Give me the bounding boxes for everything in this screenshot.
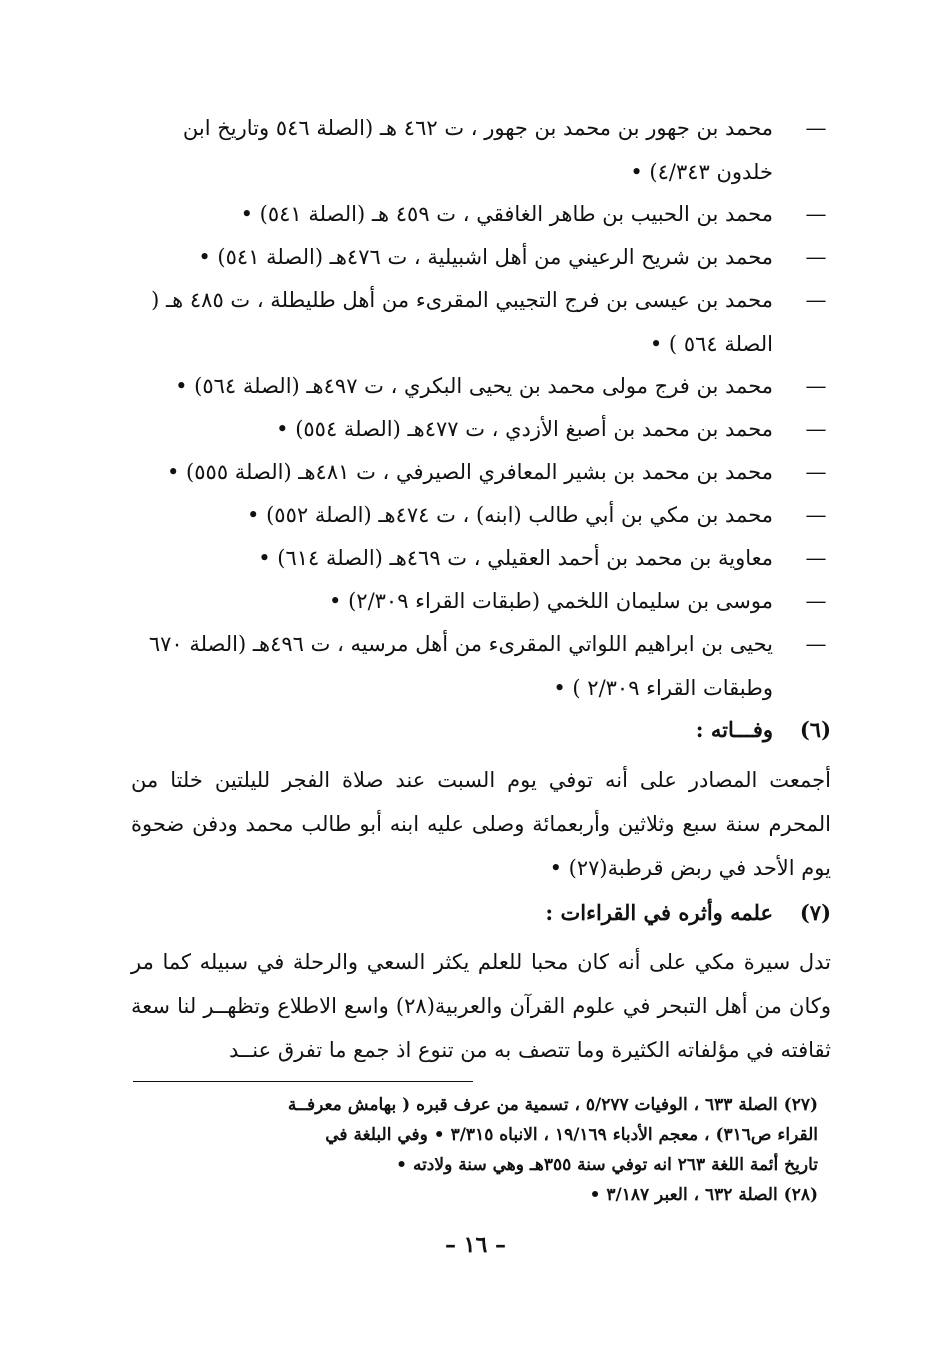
entry-text: محمد بن الحبيب بن طاهر الغافقي ، ت ٤٥٩ هـ (الصلة ٥٤١) •: [240, 202, 773, 226]
entry-text: محمد بن محمد بن أصبغ الأزدي ، ت ٤٧٧هـ (الصلة ٥٥٤) •: [276, 417, 773, 441]
list-item: [121, 278, 831, 366]
entry-text: محمد بن جهور بن محمد بن جهور ، ت ٤٦٢ هـ (الصلة ٥٤٦ وتاريخ ابن خلدون ٤/٣٤٣) •: [182, 116, 773, 184]
section-paragraph: تدل سيرة مكي على أنه كان محبا للعلم يكثر السعي والرحلة في سبيله كما مر وكان من أهل التبحر في علوم القرآن والعربية(٢٨) واسع الاطلاع وتظهــر لنا سعة ثقافته في مؤلفاته الكثيرة وما تتصف به من تنوع اذ جمع ما تفرق عنــد: [131, 950, 831, 1062]
entry-text: موسى بن سليمان اللخمي (طبقات القراء ٢/٣٠٩) •: [329, 589, 773, 613]
footnote-line: (٢٨) الصلة ٦٣٢ ، العبر ٣/١٨٧ •: [589, 1185, 818, 1205]
section-paragraph: أجمعت المصادر على أنه توفي يوم السبت عند صلاة الفجر لليلتين خلتا من المحرم سنة سبع وثلاثين وأربعمائة وصلى عليه ابنه أبو طالب محمد ودفن ضحوة يوم الأحد في ربض قرطبة(٢٧) •: [131, 768, 831, 880]
entry-dash: —: [805, 503, 827, 527]
entry-text: يحيى بن ابراهيم اللواتي المقرىء من أهل مرسيه ، ت ٤٩٦هـ (الصلة ٦٧٠ وطبقات القراء ٢/٣٠٩ ) •: [148, 632, 773, 700]
entry-text: محمد بن محمد بن بشير المعافري الصيرفي ، ت ٤٨١هـ (الصلة ٥٥٥) •: [167, 460, 773, 484]
entry-dash: —: [805, 632, 827, 656]
page-number: – ١٦ –: [445, 1232, 506, 1258]
entry-text: محمد بن عيسى بن فرج التجيبي المقرىء من أهل طليطلة ، ت ٤٨٥ هـ ( الصلة ٥٦٤ ) •: [151, 288, 773, 356]
list-item: [121, 106, 831, 194]
footnote-line: القراء ص٣١٦) ، معجم الأدباء ١٩/١٦٩ ، الانباه ٣/٣١٥ • وفي البلغة في: [325, 1125, 818, 1145]
footnotes: [128, 1090, 818, 1210]
entry-dash: —: [805, 288, 827, 312]
entry-dash: —: [805, 460, 827, 484]
entry-dash: —: [805, 417, 827, 441]
entry-dash: —: [805, 546, 827, 570]
section-number: (٧): [799, 900, 831, 925]
section-title: علمه وأثره في القراءات :: [545, 900, 773, 925]
entry-text: معاوية بن محمد بن أحمد العقيلي ، ت ٤٦٩هـ (الصلة ٦١٤) •: [258, 546, 773, 570]
section-number: (٦): [799, 717, 831, 742]
entry-text: محمد بن فرج مولى محمد بن يحيى البكري ، ت ٤٩٧هـ (الصلة ٥٦٤) •: [175, 374, 773, 398]
entry-dash: —: [805, 245, 827, 269]
entry-dash: —: [805, 202, 827, 226]
section-heading: [121, 710, 831, 750]
entry-text: محمد بن شريح الرعيني من أهل اشبيلية ، ت ٤٧٦هـ (الصلة ٥٤١) •: [198, 245, 773, 269]
footnote-line: تاريخ أئمة اللغة ٢٦٣ انه توفي سنة ٣٥٥هـ وهي سنة ولادته •: [396, 1155, 818, 1175]
entry-text: محمد بن مكي بن أبي طالب (ابنه) ، ت ٤٧٤هـ (الصلة ٥٥٢) •: [247, 503, 773, 527]
footnote-line: (٢٧) الصلة ٦٣٣ ، الوفيات ٥/٢٧٧ ، تسمية من عرف قبره ( بهامش معرفــة: [287, 1095, 818, 1115]
entry-dash: —: [805, 374, 827, 398]
entry-dash: —: [805, 589, 827, 613]
section-heading: [121, 893, 831, 933]
list-item: [121, 622, 831, 710]
entry-dash: —: [805, 116, 827, 140]
footnote-divider: [133, 1081, 473, 1082]
section-title: وفـــاته :: [695, 717, 773, 742]
